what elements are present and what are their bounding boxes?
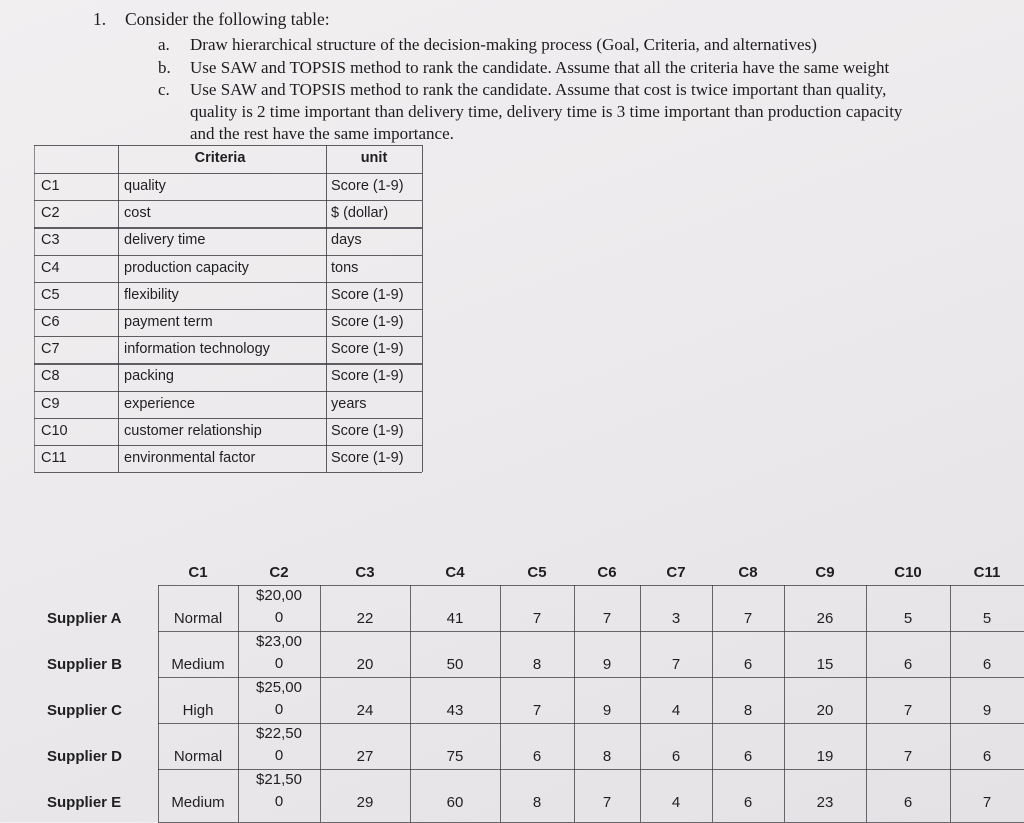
question-number: 1. (93, 9, 107, 29)
supplier-table-vline (712, 585, 713, 822)
supplier-table-vline (500, 585, 501, 822)
supplier-value-c9: 20 (816, 702, 834, 719)
part-c-line-3: and the rest have the same importance. (190, 124, 454, 143)
supplier-header-c5: C5 (527, 564, 547, 581)
criteria-table (34, 145, 422, 469)
supplier-c2-value-line2: 0 (274, 747, 284, 764)
supplier-value-c5: 7 (532, 610, 542, 627)
supplier-table-vline (784, 585, 785, 822)
criteria-name: delivery time (124, 232, 206, 249)
supplier-c2-value-line1: $20,00 (256, 587, 302, 604)
supplier-c1-value: High (182, 702, 214, 719)
supplier-value-c5: 8 (532, 794, 542, 811)
criteria-code: C1 (41, 178, 60, 194)
supplier-value-c7: 7 (671, 656, 681, 673)
criteria-code: C6 (41, 314, 60, 330)
criteria-code: C8 (41, 368, 60, 385)
supplier-c2-value-line1: $22,50 (256, 725, 302, 742)
part-a-letter: a. (158, 35, 170, 54)
criteria-header-unit: unit (360, 150, 388, 166)
supplier-value-c10: 7 (903, 748, 913, 765)
supplier-value-c10: 5 (903, 610, 913, 627)
criteria-unit: Score (1-9) (331, 314, 404, 330)
criteria-name: payment term (124, 314, 213, 330)
criteria-name: cost (124, 205, 151, 222)
supplier-table-hline (158, 585, 1024, 586)
supplier-name: Supplier B (47, 656, 123, 673)
supplier-value-c4: 50 (446, 656, 464, 673)
part-b-text: Use SAW and TOPSIS method to rank the candidate. Assume that all the criteria have the same weight (190, 58, 890, 77)
criteria-code: C9 (41, 395, 60, 412)
supplier-value-c5: 7 (532, 702, 542, 719)
criteria-unit: Score (1-9) (331, 178, 404, 194)
supplier-value-c3: 20 (356, 656, 374, 673)
criteria-table-hline (34, 227, 422, 228)
supplier-value-c6: 7 (602, 610, 612, 627)
part-c-line-2: quality is 2 time important than delivery time, delivery time is 3 time important than production capacity (190, 102, 903, 121)
supplier-value-c5: 8 (532, 656, 542, 673)
supplier-value-c4: 60 (446, 794, 464, 811)
supplier-value-c7: 3 (671, 610, 681, 627)
criteria-header-criteria: Criteria (194, 150, 246, 166)
criteria-unit: years (331, 395, 367, 412)
supplier-value-c10: 7 (903, 702, 913, 719)
criteria-code: C7 (41, 341, 60, 358)
supplier-value-c4: 41 (446, 610, 464, 627)
supplier-c1-value: Normal (173, 610, 223, 627)
supplier-header-c1: C1 (188, 564, 208, 581)
supplier-value-c3: 27 (356, 748, 374, 765)
supplier-value-c8: 6 (743, 656, 753, 673)
question-title: Consider the following table: (125, 9, 330, 29)
criteria-unit: tons (331, 259, 359, 276)
supplier-value-c11: 6 (982, 748, 992, 765)
criteria-name: packing (124, 368, 174, 385)
criteria-table-hline (34, 173, 422, 174)
supplier-value-c5: 6 (532, 748, 542, 765)
supplier-value-c4: 75 (446, 748, 464, 765)
supplier-value-c3: 29 (356, 794, 374, 811)
criteria-name: information technology (124, 341, 270, 358)
criteria-unit: Score (1-9) (331, 286, 404, 303)
part-c-letter: c. (158, 80, 170, 99)
criteria-table-hline (34, 255, 422, 256)
criteria-table-hline (34, 472, 422, 473)
supplier-value-c6: 8 (602, 748, 612, 765)
supplier-name: Supplier C (47, 702, 123, 719)
supplier-table (0, 560, 1024, 822)
criteria-name: quality (124, 178, 166, 194)
supplier-value-c3: 24 (356, 702, 374, 719)
supplier-value-c11: 7 (982, 794, 992, 811)
criteria-name: flexibility (124, 286, 179, 303)
supplier-c2-value-line1: $25,00 (256, 679, 302, 696)
criteria-unit: Score (1-9) (331, 341, 404, 358)
supplier-c1-value: Medium (171, 656, 225, 673)
supplier-header-c11: C11 (973, 564, 1001, 581)
criteria-table-hline (34, 282, 422, 283)
criteria-name: production capacity (124, 259, 249, 276)
supplier-header-c3: C3 (355, 564, 375, 581)
supplier-value-c10: 6 (903, 656, 913, 673)
supplier-table-hline (158, 723, 1024, 724)
supplier-name: Supplier E (47, 794, 122, 811)
criteria-code: C11 (41, 450, 67, 466)
supplier-c2-value-line2: 0 (274, 793, 284, 810)
criteria-table-hline (34, 445, 422, 446)
supplier-value-c9: 19 (816, 748, 834, 765)
supplier-table-vline (950, 585, 951, 822)
supplier-c2-value-line1: $21,50 (256, 771, 302, 788)
criteria-table-hline (34, 145, 422, 146)
criteria-code: C4 (41, 259, 60, 276)
criteria-name: customer relationship (124, 422, 262, 439)
supplier-header-c7: C7 (666, 564, 686, 581)
supplier-value-c8: 8 (743, 702, 753, 719)
supplier-value-c7: 4 (671, 794, 681, 811)
criteria-code: C3 (41, 232, 60, 249)
supplier-table-vline (320, 585, 321, 822)
supplier-table-vline (640, 585, 641, 822)
criteria-table-hline (34, 309, 422, 310)
supplier-value-c7: 4 (671, 702, 681, 719)
supplier-value-c6: 9 (602, 702, 612, 719)
supplier-value-c6: 9 (602, 656, 612, 673)
criteria-table-hline (34, 200, 422, 201)
criteria-code: C2 (41, 205, 60, 222)
supplier-header-c4: C4 (445, 564, 465, 581)
supplier-value-c8: 7 (743, 610, 753, 627)
supplier-value-c10: 6 (903, 794, 913, 811)
supplier-value-c8: 6 (743, 748, 753, 765)
criteria-name: experience (124, 395, 195, 412)
supplier-value-c9: 15 (816, 656, 834, 673)
supplier-value-c11: 6 (982, 656, 992, 673)
supplier-table-hline (158, 769, 1024, 770)
criteria-table-hline (34, 336, 422, 337)
supplier-value-c4: 43 (446, 702, 464, 719)
criteria-code: C5 (41, 286, 60, 303)
supplier-c1-value: Normal (173, 748, 223, 765)
supplier-c2-value-line2: 0 (274, 655, 284, 672)
part-b-letter: b. (158, 58, 171, 77)
supplier-value-c6: 7 (602, 794, 612, 811)
criteria-table-hline (34, 363, 422, 364)
supplier-c2-value-line2: 0 (274, 609, 284, 626)
part-c-text: Use SAW and TOPSIS method to rank the candidate. Assume that cost is twice important than quality, (190, 80, 887, 99)
criteria-code: C10 (41, 422, 68, 439)
supplier-value-c9: 23 (816, 794, 834, 811)
supplier-value-c7: 6 (671, 748, 681, 765)
criteria-unit: Score (1-9) (331, 422, 404, 439)
supplier-table-hline (158, 631, 1024, 632)
supplier-table-hline (158, 677, 1024, 678)
supplier-header-c10: C10 (894, 564, 922, 581)
supplier-c2-value-line2: 0 (274, 701, 284, 718)
supplier-header-c2: C2 (269, 564, 289, 581)
supplier-table-vline (410, 585, 411, 822)
supplier-value-c8: 6 (743, 794, 753, 811)
supplier-table-vline (574, 585, 575, 822)
supplier-value-c11: 9 (982, 702, 992, 719)
criteria-table-hline (34, 418, 422, 419)
criteria-unit: Score (1-9) (331, 368, 404, 385)
supplier-table-vline (866, 585, 867, 822)
criteria-unit: days (331, 232, 362, 249)
part-a-text: Draw hierarchical structure of the decision-making process (Goal, Criteria, and alternatives) (190, 35, 817, 54)
criteria-unit: Score (1-9) (331, 450, 404, 466)
supplier-header-c8: C8 (738, 564, 758, 581)
supplier-name: Supplier D (47, 748, 123, 765)
supplier-value-c3: 22 (356, 610, 374, 627)
supplier-name: Supplier A (47, 610, 122, 627)
supplier-c1-value: Medium (171, 794, 225, 811)
supplier-value-c9: 26 (816, 610, 834, 627)
supplier-header-c6: C6 (597, 564, 617, 581)
supplier-header-c9: C9 (815, 564, 835, 581)
criteria-table-hline (34, 391, 422, 392)
criteria-name: environmental factor (124, 450, 256, 466)
supplier-value-c11: 5 (982, 610, 992, 627)
supplier-c2-value-line1: $23,00 (256, 633, 302, 650)
criteria-unit: $ (dollar) (331, 205, 389, 222)
criteria-table-vline (422, 145, 423, 472)
